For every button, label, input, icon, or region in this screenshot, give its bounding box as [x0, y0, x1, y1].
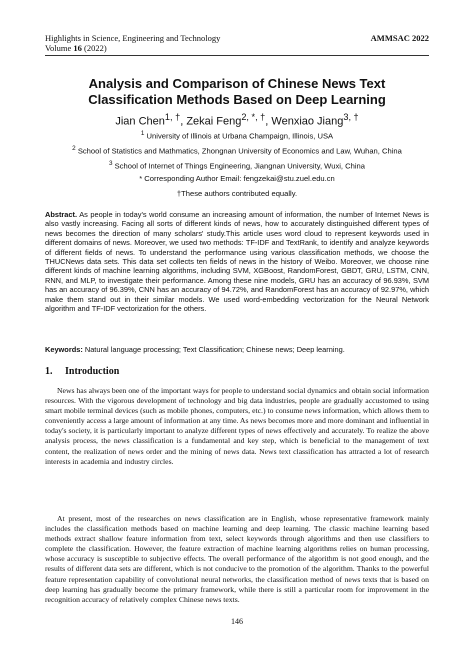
- volume-number: 16: [73, 43, 82, 53]
- conference-name: AMMSAC 2022: [370, 33, 429, 43]
- volume-year: (2022): [81, 43, 107, 53]
- affiliation-2: [45, 144, 429, 157]
- section-title: Introduction: [65, 366, 120, 377]
- author-name: Wenxiao Jiang: [271, 115, 344, 128]
- volume-line: [45, 43, 220, 53]
- equal-contribution-note: †These authors contributed equally.: [176, 189, 298, 198]
- section-heading: [45, 366, 119, 377]
- affiliation-sup: 1: [140, 130, 145, 137]
- corresponding-author: * Corresponding Author Email: fengzekai@stu.zuel.edu.cn: [139, 174, 335, 183]
- affiliation-text: University of Illinois at Urbana Champaign, Illinois, USA: [146, 131, 334, 141]
- paper-title: Analysis and Comparison of Chinese News Text Classification Methods Based on Deep Learning: [88, 76, 386, 107]
- body-paragraph: At present, most of the researches on news classification are in English, whose representative framework mainly includes the classification methods based on machine learning and deep learning. The classic machine learning based methods extract shallow feature information from text, select keywords through algorithms and then use classifiers to complete the classification. However, the feature extraction of machine learning algorithms relies on human processing, whose accuracy is susceptible to subjective effects. The overall performance of the algorithm is not good enough, and the results of different data sets are different, which is not conducive to the promotion of the algorithm. Thanks to the powerful feature representation capability of convolutional neural networks, the classification method of news texts that is based on deep learning has gradually become the primary framework, while there is still a particular room for improvement in the recognition accuracy of relatively complex Chinese news texts.: [45, 514, 429, 604]
- author-sup: 1, †: [164, 112, 181, 122]
- author-name: Jian Chen: [115, 115, 165, 128]
- abstract-text: As people in today's world consume an increasing amount of information, the number of Internet News is also vastly increasing. Facing all sorts of different kinds of news, how to accurately distinguished different types of news becomes the direction of many scholars' study.This article uses word cloud to represent keywords used in different domains of news. Moreover, we used two methods: TF-IDF and TextRank, to identify and analyze keywords of different fields of news. To understand the performance using various classification methods, we choose the THUCNews data sets. This data set collects ten fields of news in the history of Weibo. Moreover, we choose nine different kinds of machine learning algorithms, including SVM, XGBoost, RandomForest, GBDT, GRU, LSTM, CNN, RNN, and MLP, to investigate their performance. Among these nine models, GRU has an accuracy of 96.93%, SVM has an accuracy of 96.39%, CNN has an accuracy of 94.72%, and RandomForest has an accuracy of 92.97%, which make them stand out in their similar models. We used word-embedding vectorization for the Neural Network algorithm and TF-IDF vectorization for the others.: [45, 210, 429, 314]
- abstract-label: Abstract.: [45, 210, 78, 219]
- keywords: [45, 345, 429, 354]
- section-number: 1.: [45, 366, 53, 377]
- author-sup: 3, †: [343, 112, 359, 122]
- author-list: Jian Chen$^{1, \dagger}$, Zekai Feng$^{2, *, \dagger}$, Wenxiao Jiang$^{3, \dagger}$: [115, 112, 359, 128]
- affiliation-3: [45, 159, 429, 172]
- page-number: 146: [231, 617, 243, 626]
- keywords-label: Keywords:: [45, 345, 83, 354]
- affiliation-text: School of Statistics and Mathmatics, Zhongnan University of Economics and Law, Wuhan, China: [77, 146, 402, 156]
- header-rule: [45, 55, 429, 56]
- volume-prefix: Volume: [45, 43, 74, 53]
- keywords-text: Natural language processing; Text Classification; Chinese news; Deep learning.: [82, 345, 345, 354]
- body-paragraph: News has always been one of the important ways for people to understand social dynamics and obtain social information resources. With the vigorous development of technology and big data industries, people are gradually accustomed to using smart mobile terminal devices (such as mobile phones, computers, etc.) to consume news information, which allows them to conveniently access a large amount of information at any time. As news becomes more and more dominant and influential in today's society, it is particularly important to analyze different types of news effectively and accurately. To realize the above analysis process, the news classification is a fundamental and key step, which is beneficial to the management of text content, the realization of news order and the mining of news data. News text classification has attracted a lot of research interests in academia and industry circles.: [45, 386, 429, 466]
- journal-name: Highlights in Science, Engineering and Technology: [45, 33, 221, 43]
- author-sup: 2, *, †: [241, 112, 266, 122]
- running-header: [45, 33, 220, 53]
- affiliation-sup: 2: [72, 145, 76, 152]
- affiliation-1: [45, 129, 429, 142]
- author-name: Zekai Feng: [186, 115, 242, 128]
- affiliation-sup: 3: [109, 160, 113, 167]
- abstract: [45, 210, 429, 313]
- affiliation-text: School of Internet of Things Engineering, Jiangnan University, Wuxi, China: [114, 161, 365, 171]
